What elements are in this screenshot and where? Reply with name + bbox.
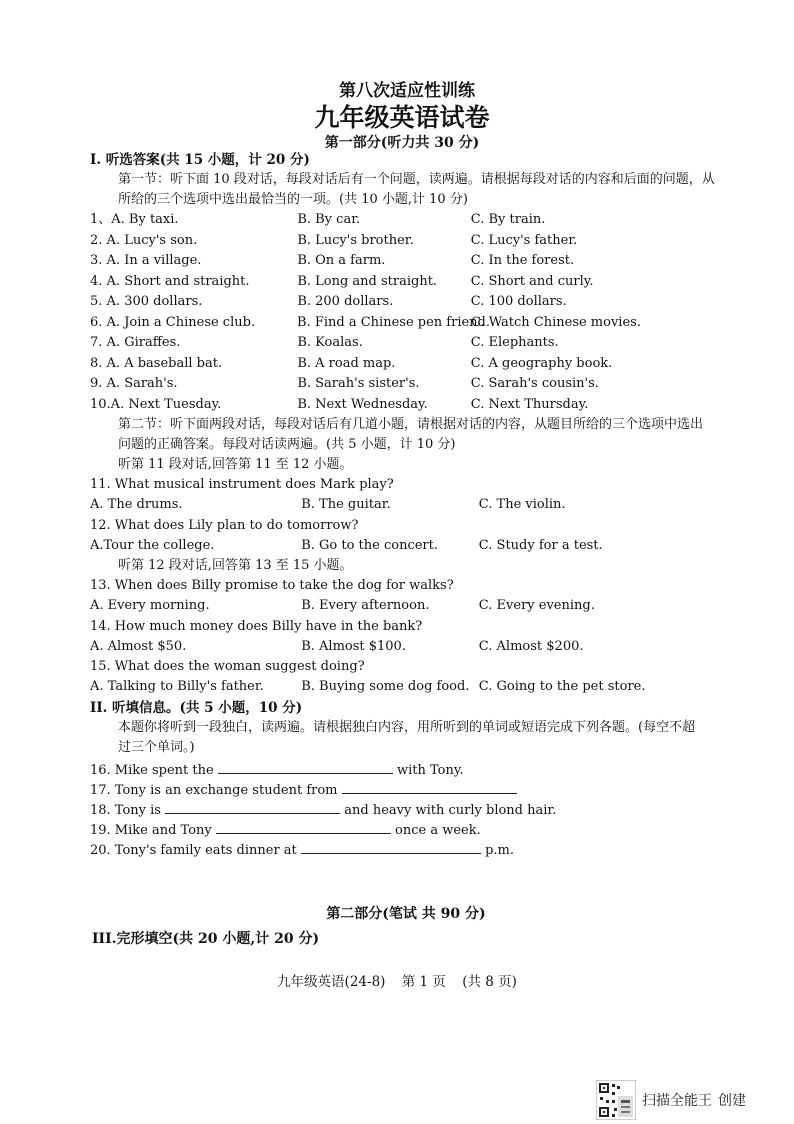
question-row [90,210,690,231]
option-b: B. Buying some dog food. [301,679,470,694]
option-c: C. A geography book. [470,355,613,371]
question-14: 14. How much money does Billy have in the bank? [90,618,423,634]
question-row [90,313,690,334]
option-c: C. Lucy's father. [470,232,578,248]
answer-blank[interactable] [216,818,391,834]
watermark-app-name: 扫描全能王 [642,1093,712,1109]
option-b: B. Long and straight. [297,273,438,289]
option-a: 7. A. Giraffes. [90,335,181,350]
option-b: B. Find a Chinese pen friend. [297,314,490,330]
option-b: B. Go to the concert. [301,537,438,553]
question-15: 15. What does the woman suggest doing? [90,659,365,674]
option-a: A. The drums. [90,497,183,512]
question-row [90,374,690,395]
option-c: C. Every evening. [478,598,595,613]
option-c: C. Almost $200. [478,638,584,654]
option-b: B. On a farm. [297,253,386,268]
exam-series-title: 第八次适应性训练 [339,81,475,101]
option-b: B. Koalas. [297,335,363,350]
option-a: 1、A. By taxi. [90,212,179,227]
question-12: 12. What does Lily plan to do tomorrow? [90,517,359,533]
question-13: 13. When does Billy promise to take the dog for walks? [90,578,454,593]
fill-item-16 [90,758,690,778]
answer-blank[interactable] [342,778,517,794]
question-row [90,536,690,557]
option-a: 3. A. In a village. [90,253,202,268]
option-c: C. Elephants. [470,335,559,350]
option-c: C. Sarah's cousin's. [470,376,599,391]
fill-prefix: 16. Mike spent the [90,762,214,778]
fill-item-20 [90,838,690,858]
fill-item-17 [90,778,690,798]
option-c: C. Short and curly. [470,273,594,289]
option-a: 9. A. Sarah's. [90,376,178,391]
dialog-11-intro: 听第 11 段对话,回答第 11 至 12 小题。 [118,457,353,472]
question-row [90,251,690,272]
fill-suffix: once a week. [395,822,481,838]
option-b: B. Next Wednesday. [297,396,428,412]
option-a: A. Every morning. [90,598,210,613]
option-c: C. Going to the pet store. [478,679,646,694]
question-row [90,272,690,293]
question-row [90,333,690,354]
question-row [90,677,690,698]
fill-item-19 [90,818,690,838]
qr-code-icon [596,1080,636,1120]
option-a: 5. A. 300 dollars. [90,294,203,309]
fill-prefix: 20. Tony's family eats dinner at [90,842,297,858]
fill-prefix: 19. Mike and Tony [90,822,212,838]
footer-subject: 九年级英语(24-8) [277,974,386,990]
dialog-12-intro: 听第 12 段对话,回答第 13 至 15 小题。 [118,558,353,573]
option-a: A. Talking to Billy's father. [90,679,264,694]
option-b: B. Almost $100. [301,638,406,654]
page-footer [0,970,794,990]
option-a: 6. A. Join a Chinese club. [90,314,256,330]
section1-heading: I. 听选答案(共 15 小题，计 20 分) [90,152,310,168]
option-c: C. Next Thursday. [470,396,589,412]
option-c: C. Study for a test. [478,537,603,553]
option-b: B. Sarah's sister's. [297,376,420,391]
option-c: C. By train. [470,212,546,227]
question-row [90,354,690,375]
footer-page: 第 1 页 [401,974,446,990]
exam-title: 九年级英语试卷 [314,103,490,132]
option-b: B. By car. [297,212,361,227]
option-c: C. 100 dollars. [470,294,567,309]
fill-suffix: p.m. [485,842,514,858]
section2-heading: II. 听填信息。(共 5 小题，10 分) [90,699,303,716]
option-b: B. Lucy's brother. [297,232,414,248]
fill-suffix: and heavy with curly blond hair. [344,802,557,818]
question-row [90,596,690,617]
option-a: 10.A. Next Tuesday. [90,396,222,412]
scanner-watermark [596,1080,752,1120]
question-row [90,395,690,416]
question-row [90,637,690,658]
watermark-text [642,1090,752,1110]
fill-item-18 [90,798,690,818]
option-a: A. Almost $50. [90,638,187,654]
question-row [90,231,690,252]
watermark-action: 创建 [718,1093,746,1109]
fill-prefix: 17. Tony is an exchange student from [90,782,338,798]
option-c: C. Watch Chinese movies. [471,314,641,330]
option-a: 8. A. A baseball bat. [90,355,223,371]
exam-body [90,150,715,858]
option-c: C. In the forest. [470,253,575,268]
section2-instruction: 本题你将听到一段独白，读两遍。请根据独白内容，用所听到的单词或短语完成下列各题。(每空不超过三个单词。) [118,719,696,755]
option-b: B. 200 dollars. [297,294,394,309]
fill-prefix: 18. Tony is [90,802,161,818]
option-a: 2. A. Lucy's son. [90,232,198,248]
part1-title: 第一部分(听力共 30 分) [324,135,480,151]
part2-instruction: 第二节：听下面两段对话，每段对话后有几道小题，请根据对话的内容，从题目所给的三个选项中选出问题的正确答案。每段对话读两遍。(共 5 小题，计 10 分) [118,417,704,452]
option-b: B. A road map. [297,355,396,371]
part2-title: 第二部分(笔试 共 90 分) [326,906,486,922]
answer-blank[interactable] [301,838,481,854]
option-b: B. Every afternoon. [301,598,430,613]
question-row [90,292,690,313]
option-a: A.Tour the college. [90,537,215,553]
option-c: C. The violin. [478,497,566,512]
option-a: 4. A. Short and straight. [90,273,250,289]
question-row [90,495,690,516]
fill-suffix: with Tony. [396,762,464,778]
answer-blank[interactable] [165,798,340,814]
question-11: 11. What musical instrument does Mark play? [90,477,394,492]
section3-heading: III.完形填空(共 20 小题,计 20 分) [92,931,320,947]
answer-blank[interactable] [218,758,393,774]
footer-total: (共 8 页) [462,974,517,990]
option-b: B. The guitar. [301,497,391,512]
part1-instruction: 第一节：听下面 10 段对话，每段对话后有一个问题，读两遍。请根据每段对话的内容和后面的问题，从所给的三个选项中选出最恰当的一项。(共 10 小题,计 10 分) [118,172,715,207]
